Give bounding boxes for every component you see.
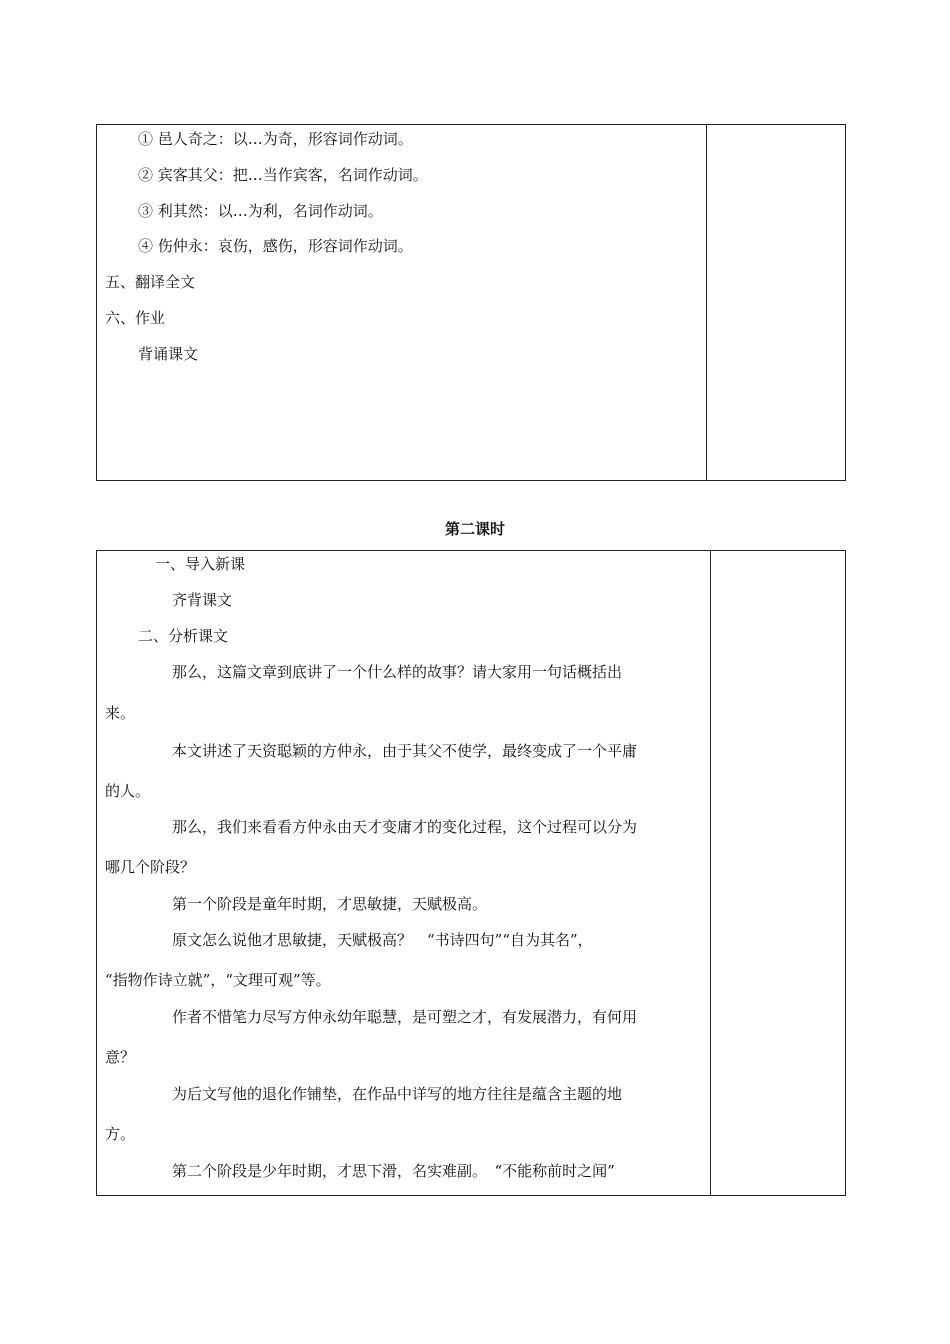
text-line: 来。 xyxy=(105,704,136,722)
text-line: ④ 伤仲永：哀伤，感伤，形容词作动词。 xyxy=(138,237,413,255)
text-line: 意？ xyxy=(105,1048,136,1066)
section-heading: 二、分析课文 xyxy=(138,627,229,645)
section-heading: 一、导入新课 xyxy=(155,555,246,573)
text-line: 原文怎么说他才思敏捷，天赋极高？ “书诗四句”“自为其名”， xyxy=(172,931,593,949)
text-line: 那么，这篇文章到底讲了一个什么样的故事？请大家用一句话概括出 xyxy=(172,663,623,681)
text-line: 方。 xyxy=(105,1125,136,1143)
section-heading: 六、作业 xyxy=(105,309,166,327)
text-line: 那么，我们来看看方仲永由天才变庸才的变化过程，这个过程可以分为 xyxy=(172,818,638,836)
text-line: 哪几个阶段？ xyxy=(105,858,196,876)
lesson-table-2 xyxy=(96,550,846,1196)
text-line: 第一个阶段是童年时期，才思敏捷，天赋极高。 xyxy=(172,895,488,913)
notes-column-divider xyxy=(710,551,711,1195)
text-line: ③ 利其然：以…为利，名词作动词。 xyxy=(138,202,383,220)
notes-column-divider xyxy=(706,125,707,480)
text-line: 第二个阶段是少年时期，才思下滑，名实难副。 “不能称前时之闻” xyxy=(172,1162,615,1180)
text-line: 背诵课文 xyxy=(138,345,199,363)
page-title: 第二课时 xyxy=(444,520,505,538)
lesson-table-1 xyxy=(96,124,846,481)
text-line: 本文讲述了天资聪颖的方仲永，由于其父不使学，最终变成了一个平庸 xyxy=(172,742,638,760)
text-line: ① 邑人奇之：以…为奇，形容词作动词。 xyxy=(138,130,413,148)
text-line: ② 宾客其父：把…当作宾客，名词作动词。 xyxy=(138,166,428,184)
section-heading: 五、翻译全文 xyxy=(105,273,196,291)
text-line: “指物作诗立就”，“文理可观”等。 xyxy=(105,971,331,989)
text-line: 为后文写他的退化作铺垫，在作品中详写的地方往往是蕴含主题的地 xyxy=(172,1085,623,1103)
text-line: 作者不惜笔力尽写方仲永幼年聪慧，是可塑之才，有发展潜力，有何用 xyxy=(172,1008,638,1026)
text-line: 齐背课文 xyxy=(172,591,233,609)
text-line: 的人。 xyxy=(105,782,151,800)
